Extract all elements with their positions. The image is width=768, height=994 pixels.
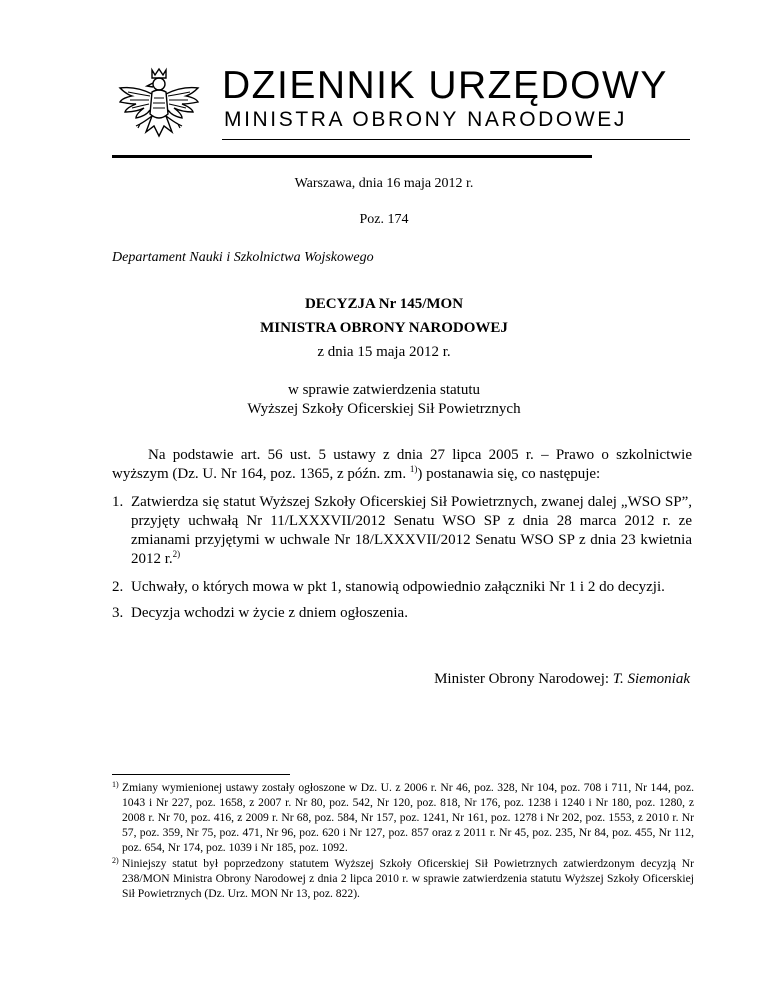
eagle-emblem: [116, 66, 202, 146]
footnote-text: Zmiany wymienionej ustawy zostały ogłoszone w Dz. U. z 2006 r. Nr 46, poz. 328, Nr 104, poz. 708 i 711, Nr 144, poz. 1043 i Nr 227, poz. 1658, z 2007 r. Nr 80, poz. 542, Nr 120, poz. 818, Nr 176, poz. 1238 i 1240 i Nr 180, poz. 1280, z 2008 r. Nr 70, poz. 416, z 2009 r. Nr 68, poz. 584, Nr 157, poz. 1241, Nr 161, poz. 1278 i Nr 202, poz. 1553, z 2010 r. Nr 57, poz. 359, Nr 75, poz. 471, Nr 96, poz. 620 i Nr 127, poz. 857 oraz z 2011 r. Nr 45, poz. 235, Nr 84, poz. 455, Nr 112, poz. 654, Nr 174, poz. 1039 i Nr 185, poz. 1092.: [122, 781, 694, 854]
item-text: Zatwierdza się statut Wyższej Szkoły Oficerskiej Sił Powietrznych, zwanej dalej „WSO SP”, przyjęty uchwałą Nr 11/LXXXVII/2012 Senatu WSO SP z dnia 28 marca 2012 r. ze zmianami przyjętymi w uchwale Nr 18/LXXXVII/2012 Senatu WSO SP z dnia 23 kwietnia 2012 r.: [131, 494, 692, 567]
item-number: 3.: [112, 605, 124, 621]
preamble: [112, 446, 692, 484]
position-number: Poz. 174: [359, 212, 409, 227]
department: Departament Nauki i Szkolnictwa Wojskowego: [112, 250, 374, 265]
header-rule: [112, 155, 592, 158]
footnote-ref-2: 2): [172, 549, 181, 559]
signature-name: T. Siemoniak: [612, 671, 690, 687]
footnote: [112, 780, 694, 855]
footnote-ref-1: 1): [409, 464, 418, 474]
footnote-mark: 1): [112, 780, 119, 789]
decision-issuer: MINISTRA OBRONY NARODOWEJ: [260, 320, 508, 336]
journal-subtitle: MINISTRA OBRONY NARODOWEJ: [224, 108, 627, 131]
subject-line-2: Wyższej Szkoły Oficerskiej Sił Powietrznych: [247, 401, 521, 417]
item-number: 1.: [112, 494, 124, 510]
list-item: [112, 604, 692, 623]
eagle-icon: [116, 66, 202, 146]
item-number: 2.: [112, 579, 124, 595]
footnote: [112, 856, 694, 901]
footnote-divider: [112, 774, 290, 775]
place-date: Warszawa, dnia 16 maja 2012 r.: [294, 176, 474, 191]
item-text: Uchwały, o których mowa w pkt 1, stanowią odpowiednio załączniki Nr 1 i 2 do decyzji.: [131, 579, 665, 595]
subject-line-1: w sprawie zatwierdzenia statutu: [287, 382, 480, 398]
decision-date: z dnia 15 maja 2012 r.: [317, 344, 451, 360]
journal-title: DZIENNIK URZĘDOWY: [222, 64, 668, 107]
preamble-text-end: ) postanawia się, co następuje:: [417, 466, 601, 482]
list-item: [112, 493, 692, 569]
signature: [434, 671, 690, 688]
item-text: Decyzja wchodzi w życie z dniem ogłoszenia.: [131, 605, 408, 621]
footnote-mark: 2): [112, 856, 119, 865]
header-divider: [222, 139, 690, 140]
preamble-text: Na podstawie art. 56 ust. 5 ustawy z dnia 27 lipca 2005 r. – Prawo o szkolnictwie wyższym (Dz. U. Nr 164, poz. 1365, z późn. zm.: [112, 447, 692, 482]
list-item: [112, 578, 692, 597]
decision-title: DECYZJA Nr 145/MON: [304, 296, 464, 312]
signature-role: Minister Obrony Narodowej:: [434, 671, 613, 687]
footnote-text: Niniejszy statut był poprzedzony statutem Wyższej Szkoły Oficerskiej Sił Powietrznych zatwierdzonym decyzją Nr 238/MON Ministra Obrony Narodowej z dnia 2 lipca 2010 r. w sprawie zatwierdzenia statutu Wyższej Szkoły Oficerskiej Sił Powietrznych (Dz. Urz. MON Nr 13, poz. 822).: [122, 857, 694, 900]
